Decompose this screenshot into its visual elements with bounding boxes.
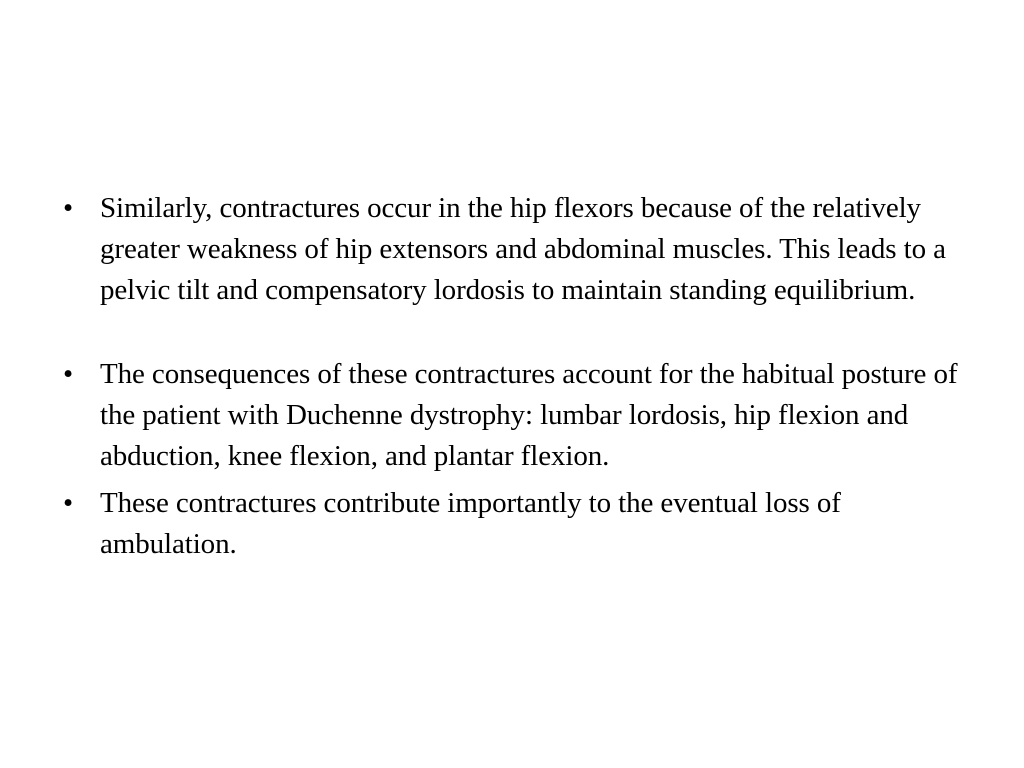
bullet-text-2: The consequences of these contractures account for the habitual posture of the patient with Duchenne dystrophy: lumbar lordosis, hip flexion and abduction, knee flexion, and plantar flexion. <box>100 358 958 472</box>
bullet-list <box>63 188 963 565</box>
bullet-item-2 <box>63 354 963 477</box>
bullet-item-1 <box>63 188 963 311</box>
bullet-item-3 <box>63 483 963 565</box>
bullet-icon: • <box>63 487 74 519</box>
bullet-text-1: Similarly, contractures occur in the hip flexors because of the relatively greater weakness of hip extensors and abdominal muscles. This leads to a pelvic tilt and compensatory lordosis to maintain standing equilibrium. <box>100 192 946 306</box>
bullet-icon: • <box>63 192 74 224</box>
bullet-icon: • <box>63 358 74 390</box>
bullet-text-3: These contractures contribute importantly to the eventual loss of ambulation. <box>100 487 841 560</box>
